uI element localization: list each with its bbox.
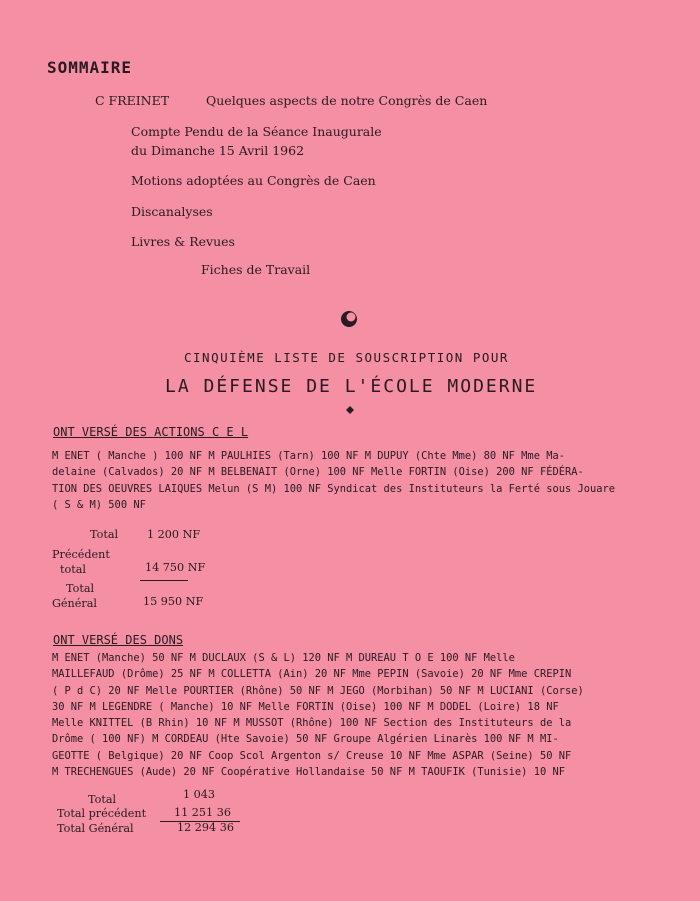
- dons-line: 30 NF M LEGENDRE ( Manche) 10 NF Melle FORTIN (Oise) 100 NF M DODEL (Loire) 18 NF: [52, 700, 559, 713]
- toc-item-text: Livres & Revues: [131, 234, 235, 249]
- toc-item-text: Fiches de Travail: [201, 262, 311, 277]
- ornament-icon: [340, 310, 358, 328]
- sum-rule: [140, 580, 188, 581]
- dons-total-label: Total: [88, 793, 117, 806]
- actions-paragraph: [52, 448, 650, 513]
- sommaire-title: SOMMAIRE: [47, 58, 133, 77]
- actions-line: TION DES OEUVRES LAIQUES Melun (S M) 100 NF Syndicat des Instituteurs la Ferté sous Jouare: [52, 482, 616, 495]
- actions-precedent-label: Précédent: [52, 548, 110, 561]
- dons-general-label: Total Général: [57, 822, 134, 835]
- dons-line: GEOTTE ( Belgique) 20 NF Coop Scol Argenton s/ Creuse 10 NF Mme ASPAR (Seine) 50 NF: [52, 749, 572, 762]
- toc-item-line: Compte Pendu de la Séance Inaugurale: [131, 124, 382, 139]
- actions-general-label: Général: [52, 597, 97, 610]
- actions-heading: ONT VERSÉ DES ACTIONS C E L: [53, 425, 249, 439]
- dons-line: M TRECHENGUES (Aude) 20 NF Coopérative Hollandaise 50 NF M TAOUFIK (Tunisie) 10 NF: [52, 766, 565, 779]
- dons-line: Drôme ( 100 NF) M CORDEAU (Hte Savoie) 50 NF Groupe Algérien Linarès 100 NF M MI-: [52, 733, 559, 746]
- dons-line: M ENET (Manche) 50 NF M DUCLAUX (S & L) 120 NF M DUREAU T O E 100 NF Melle: [52, 652, 515, 664]
- dons-total-value: 1 043: [183, 788, 216, 801]
- toc-item-line: du Dimanche 15 Avril 1962: [131, 143, 305, 158]
- actions-general-label: Total: [66, 582, 95, 595]
- dons-precedent-value: 11 251 36: [174, 806, 231, 819]
- dons-line: ( P d C) 20 NF Melle POURTIER (Rhône) 50 NF M JEGO (Morbihan) 50 NF M LUCIANI (Corse): [52, 684, 584, 697]
- souscription-title: LA DÉFENSE DE L'ÉCOLE MODERNE: [165, 376, 538, 397]
- actions-line: delaine (Calvados) 20 NF M BELBENAIT (Orne) 100 NF Melle FORTIN (Oise) 200 NF FÉDÉRA-: [52, 466, 584, 479]
- dons-line: MAILLEFAUD (Drôme) 25 NF M COLLETTA (Ain) 20 NF Mme PEPIN (Savoie) 20 NF Mme CREPIN: [52, 668, 572, 681]
- dons-heading: ONT VERSÉ DES DONS: [53, 633, 184, 647]
- actions-line: M ENET ( Manche ) 100 NF M PAULHIES (Tarn) 100 NF M DUPUY (Chte Mme) 80 NF Mme Ma-: [52, 450, 565, 462]
- toc-item-text: Discanalyses: [131, 204, 213, 219]
- actions-total-label: Total: [90, 528, 119, 541]
- actions-general-value: 15 950 NF: [143, 595, 204, 608]
- actions-line: ( S & M) 500 NF: [52, 498, 146, 511]
- dons-general-value: 12 294 36: [177, 821, 234, 834]
- toc-item-text: Quelques aspects de notre Congrès de Caen: [206, 93, 488, 108]
- dons-paragraph: [52, 650, 650, 780]
- dons-precedent-label: Total précédent: [57, 807, 147, 820]
- toc-item-author: C FREINET: [95, 93, 170, 108]
- actions-precedent-value: 14 750 NF: [145, 561, 206, 574]
- dons-line: Melle KNITTEL (B Rhin) 10 NF M MUSSOT (Rhône) 100 NF Section des Instituteurs de la: [52, 717, 572, 730]
- souscription-subtitle: CINQUIÈME LISTE DE SOUSCRIPTION POUR: [184, 350, 509, 365]
- actions-total-value: 1 200 NF: [147, 528, 201, 541]
- toc-item-text: Motions adoptées au Congrès de Caen: [131, 173, 376, 188]
- diamond-icon: [345, 405, 355, 415]
- actions-precedent-label: total: [60, 563, 86, 576]
